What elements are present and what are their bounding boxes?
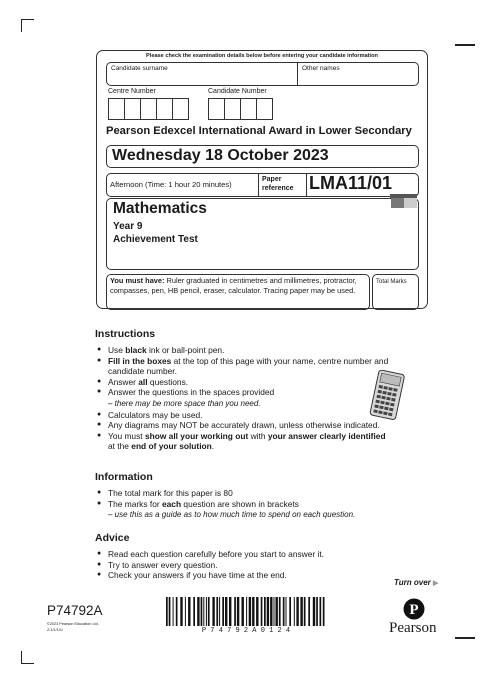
list-item: ● The total mark for this paper is 80 xyxy=(97,488,427,499)
barcode-bar xyxy=(289,597,291,626)
barcode-bar xyxy=(249,597,251,626)
barcode-bar xyxy=(208,597,210,626)
edge-mark xyxy=(455,637,475,639)
barcode-bar xyxy=(313,597,315,626)
list-item: ● Any diagrams may NOT be accurately drawn, unless otherwise indicated. xyxy=(97,420,402,431)
barcode-bar xyxy=(242,597,244,626)
barcode-bar xyxy=(316,597,318,626)
arrow-right-icon: ▶ xyxy=(432,580,439,587)
barcode-bar xyxy=(304,597,306,626)
barcode-bar xyxy=(212,597,214,626)
barcode-bar xyxy=(320,597,322,626)
crop-mark xyxy=(21,663,34,664)
barcode-bar xyxy=(234,597,236,626)
turn-over: Turn over ▶ xyxy=(394,578,439,587)
barcode-bar xyxy=(267,597,269,626)
subject-marker xyxy=(391,198,404,208)
surname-label: Candidate surname xyxy=(111,65,168,72)
barcode-bar xyxy=(323,597,325,626)
list-item: ● Check your answers if you have time at the end. xyxy=(97,570,417,581)
instructions-list xyxy=(97,345,402,452)
barcode-bar xyxy=(222,597,224,626)
candidate-number-boxes[interactable] xyxy=(208,98,272,120)
barcode-bar xyxy=(261,597,263,626)
advice-list xyxy=(97,549,417,581)
exam-date: Wednesday 18 October 2023 xyxy=(112,147,329,164)
instructions-heading: Instructions xyxy=(95,328,156,340)
barcode-bar xyxy=(193,597,195,626)
paper-code: P74792A xyxy=(47,603,103,618)
svg-text:P: P xyxy=(409,602,419,618)
barcode-bar xyxy=(197,597,199,626)
list-item: ● Calculators may be used. xyxy=(97,410,402,421)
barcode-bar xyxy=(286,597,287,626)
barcode-bar xyxy=(219,597,220,626)
pearson-wordmark: Pearson xyxy=(389,620,437,636)
crop-mark xyxy=(21,19,22,32)
session-time: Afternoon (Time: 1 hour 20 minutes) xyxy=(110,180,232,189)
list-item: ● Answer the questions in the spaces provided – there may be more space than you need. xyxy=(97,387,402,409)
list-item: ● Try to answer every question. xyxy=(97,560,417,571)
barcode-bar xyxy=(201,597,203,626)
barcode-bar xyxy=(276,597,278,626)
barcode-bar xyxy=(237,597,239,626)
barcode-bar xyxy=(216,597,218,626)
pearson-logo-icon xyxy=(403,598,425,620)
barcode-bar xyxy=(180,597,182,626)
barcode-text: P 7 4 7 9 2 A 0 1 2 4 xyxy=(201,627,291,635)
total-marks-label: Total Marks xyxy=(376,279,407,285)
code-small: Z:1/1/1/1/ xyxy=(47,628,64,632)
barcode-bar xyxy=(166,597,168,626)
list-item: ● Use black ink or ball-point pen. xyxy=(97,345,402,356)
year-label: Year 9 xyxy=(113,221,143,232)
award-title: Pearson Edexcel International Award in Lower Secondary xyxy=(106,125,412,137)
list-item: ● Read each question carefully before you start to answer it. xyxy=(97,549,417,560)
barcode-bar xyxy=(246,597,247,626)
barcode-bar xyxy=(185,597,186,626)
barcode-bar xyxy=(229,597,231,626)
surname-divider xyxy=(297,62,298,85)
barcode-bar xyxy=(173,597,174,626)
barcode-bar xyxy=(308,597,310,626)
barcode-bar xyxy=(203,597,204,626)
calculator-icon xyxy=(368,370,408,422)
information-list xyxy=(97,488,427,521)
advice-heading: Advice xyxy=(95,532,130,544)
barcode-bar xyxy=(294,597,295,626)
list-item: ● Fill in the boxes at the top of this page with your name, centre number and candidate number. xyxy=(97,356,402,377)
header-note: Please check the examination details below before entering your candidate information xyxy=(146,53,378,59)
subject-title: Mathematics xyxy=(113,200,207,217)
centre-number-boxes[interactable] xyxy=(108,98,188,120)
crop-mark xyxy=(21,19,34,20)
list-item: ● Answer all questions. xyxy=(97,377,402,388)
centre-number-label: Centre Number xyxy=(108,88,156,95)
barcode-bar xyxy=(176,597,178,626)
test-label: Achievement Test xyxy=(113,234,198,245)
barcode-bar xyxy=(296,597,298,626)
barcode-bar xyxy=(256,597,258,626)
barcode-bar xyxy=(300,597,302,626)
edge-mark xyxy=(455,44,475,46)
list-item: ● The marks for each question are shown in brackets – use this as a guide as to how much time to spend on each question. xyxy=(97,499,427,521)
information-heading: Information xyxy=(95,471,153,483)
barcode-bar xyxy=(270,597,272,626)
paper-reference: LMA11/01 xyxy=(309,173,393,193)
barcode xyxy=(166,597,326,628)
paper-ref-label: Paper reference xyxy=(262,176,294,192)
barcode-bar xyxy=(283,597,285,626)
list-item: ● You must show all your working out with your answer clearly identified at the end of your solution. xyxy=(97,431,402,452)
barcode-bar xyxy=(264,597,266,626)
barcode-bar xyxy=(225,597,227,626)
barcode-bar xyxy=(206,597,207,626)
other-names-label: Other names xyxy=(302,65,340,72)
candidate-number-label: Candidate Number xyxy=(208,88,267,95)
must-have-text: You must have: Ruler graduated in centimetres and millimetres, protractor, compasses, pen, HB pencil, eraser, calculator. Tracing paper may be used. xyxy=(110,276,357,295)
subject-marker xyxy=(404,198,417,208)
barcode-bar xyxy=(252,597,254,626)
barcode-bar xyxy=(188,597,190,626)
barcode-bar xyxy=(279,597,281,626)
copyright: ©2023 Pearson Education Ltd. xyxy=(47,622,99,626)
barcode-bar xyxy=(169,597,171,626)
barcode-bar xyxy=(274,597,275,626)
